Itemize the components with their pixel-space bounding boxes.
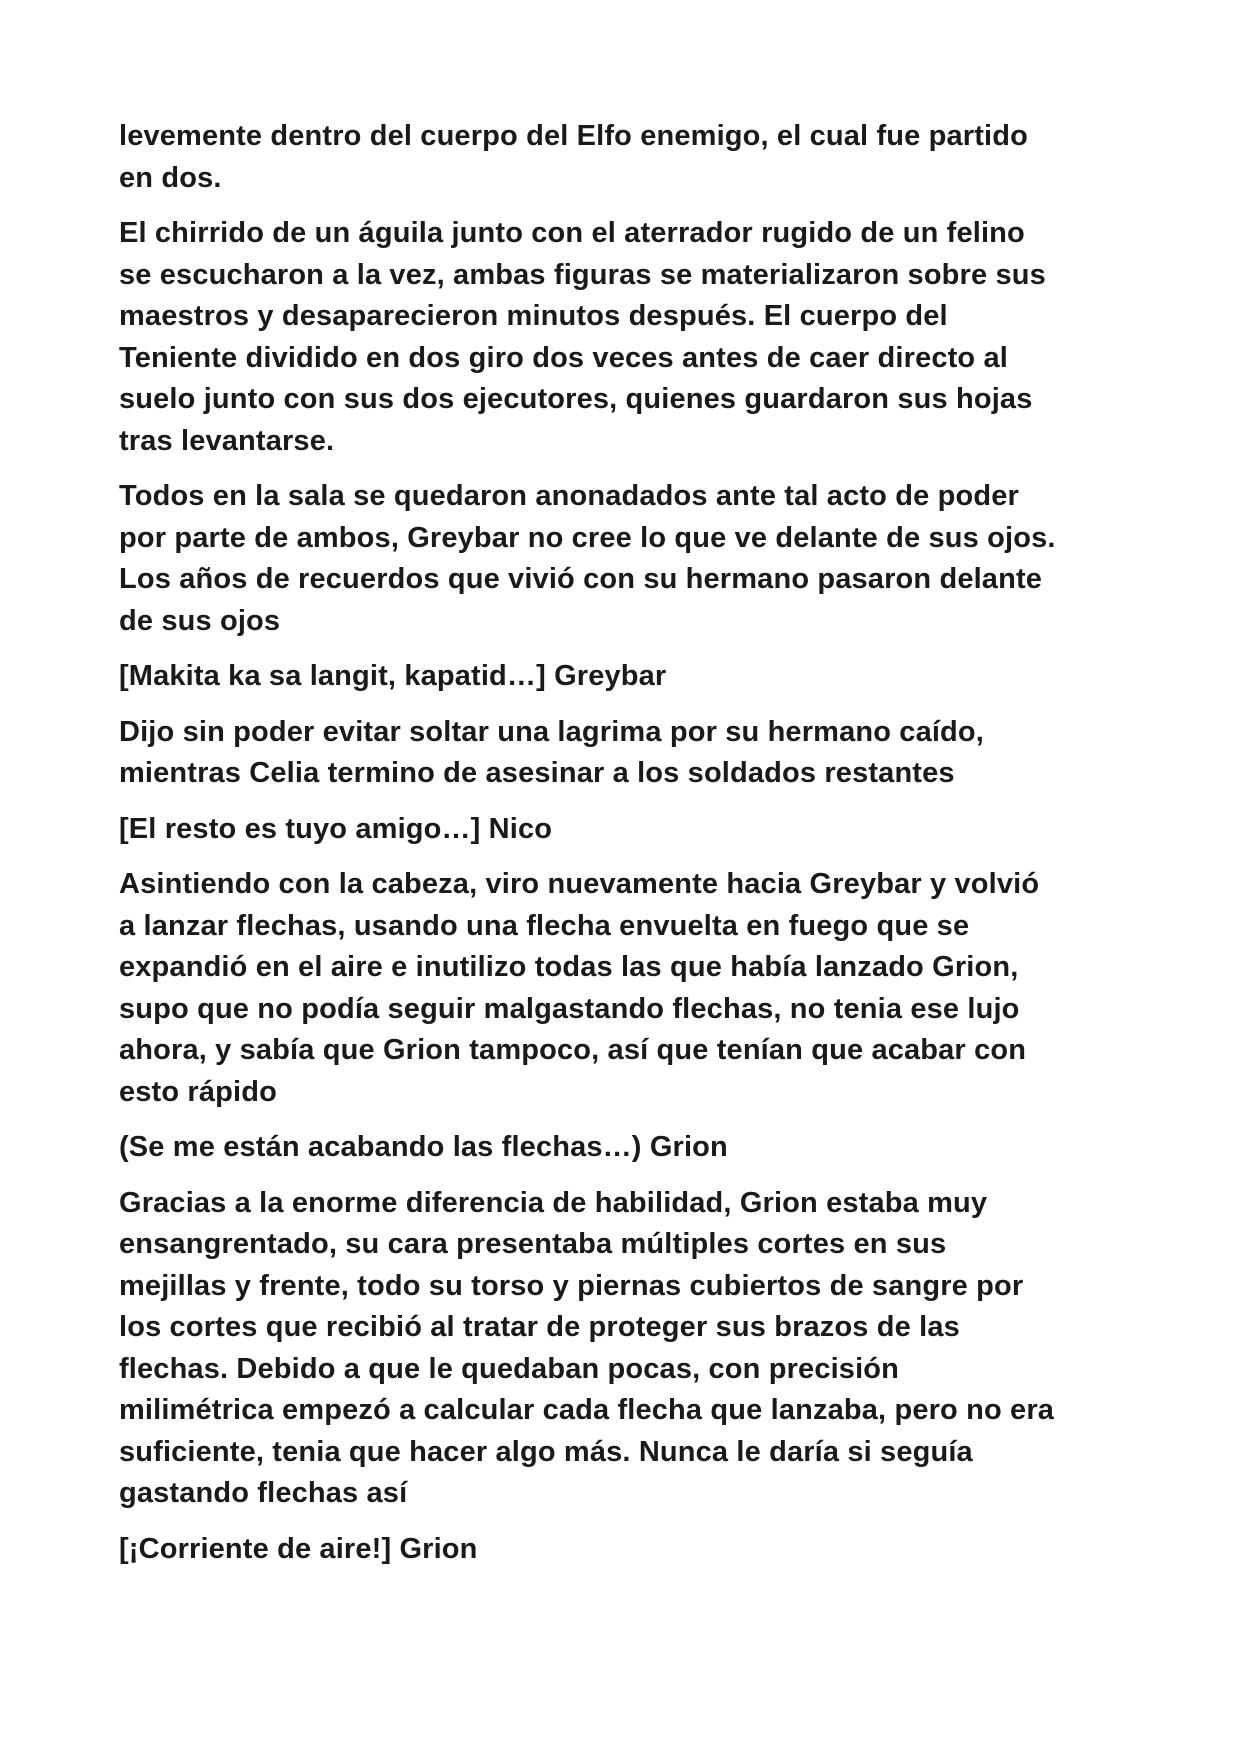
- thought-grion: (Se me están acabando las flechas…) Grion: [119, 1131, 728, 1163]
- dialogue-grion: [¡Corriente de aire!] Grion: [119, 1532, 478, 1565]
- dialogue-nico: [El resto es tuyo amigo…] Nico: [119, 812, 553, 845]
- paragraph-3: Todos en la sala se quedaron anonadados ante tal acto de poder por parte de ambos, Greybar no cree lo que ve delante de sus ojos. Los años de recuerdos que vivió con su hermano pasaron delante de sus ojos: [119, 480, 1056, 637]
- paragraph-2: El chirrido de un águila junto con el aterrador rugido de un felino se escucharon a la vez, ambas figuras se materializaron sobre sus maestros y desaparecieron minutos después. El cuerpo del Teniente dividido en dos giro dos veces antes de caer directo al suelo junto con sus dos ejecutores, quienes guardaron sus hojas tras levantarse.: [119, 217, 1046, 457]
- paragraph-1: levemente dentro del cuerpo del Elfo enemigo, el cual fue partido en dos.: [119, 120, 1028, 194]
- paragraph-5: Asintiendo con la cabeza, viro nuevamente hacia Greybar y volvió a lanzar flechas, usando una flecha envuelta en fuego que se expandió en el aire e inutilizo todas las que había lanzado Grion, supo que no podía seguir malgastando flechas, no tenia ese lujo ahora, y sabía que Grion tampoco, así que tenían que acabar con esto rápido: [119, 868, 1040, 1108]
- document-page: [119, 116, 1129, 1584]
- paragraph-6: Gracias a la enorme diferencia de habilidad, Grion estaba muy ensangrentado, su cara presentaba múltiples cortes en sus mejillas y frente, todo su torso y piernas cubiertos de sangre por los cortes que recibió al tratar de proteger sus brazos de las flechas. Debido a que le quedaban pocas, con precisión milimétrica empezó a calcular cada flecha que lanzaba, pero no era suficiente, tenia que hacer algo más. Nunca le daría si seguía gastando flechas así: [119, 1186, 1055, 1509]
- dialogue-greybar: [Makita ka sa langit, kapatid…] Greybar: [119, 660, 667, 692]
- paragraph-4: Dijo sin poder evitar soltar una lagrima por su hermano caído, mientras Celia termino de asesinar a los soldados restantes: [119, 715, 984, 789]
